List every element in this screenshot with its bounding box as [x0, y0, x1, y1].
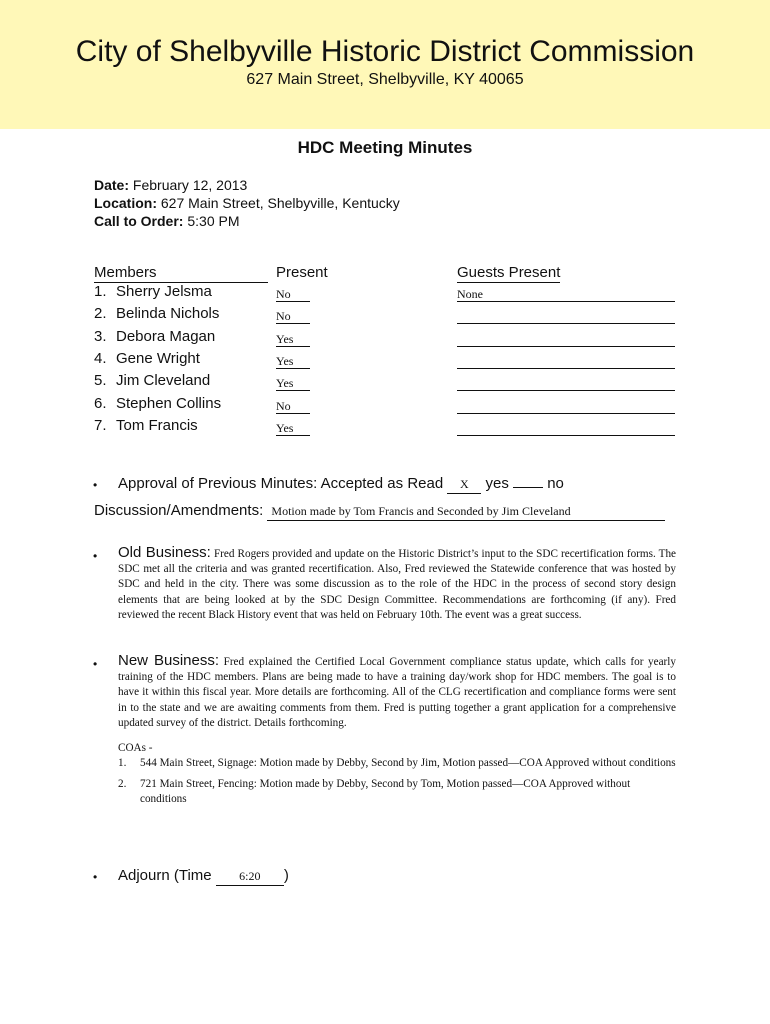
date-value: February 12, 2013: [132, 177, 248, 193]
new-business-text: Fred explained the Certified Local Government compliance status update, which calls for yearly training of the HDC members. Plans are being made to have a training day/work shop for HDC members. The goal is to have it within this fiscal year. More details are forthcoming. All of the CLG recertification and compliance forms were sent in to the state and we are awaiting comments from them. Fred is putting together a grant application for a comprehensive updated survey of the district. Details forthcoming.: [118, 656, 676, 729]
member-name: Gene Wright: [116, 350, 200, 367]
bullet-icon: •: [93, 478, 98, 492]
present-value: Yes: [276, 421, 310, 436]
organization-address: 627 Main Street, Shelbyville, KY 40065: [246, 71, 524, 88]
member-number: 3.: [94, 328, 107, 345]
no-label: no: [547, 475, 564, 492]
guest-entry: [457, 399, 675, 414]
bullet-icon: •: [93, 549, 98, 563]
present-value: No: [276, 309, 310, 324]
member-number: 6.: [94, 395, 107, 412]
member-name: Jim Cleveland: [116, 372, 211, 389]
guest-entry: [457, 376, 675, 391]
yes-label: yes: [485, 475, 509, 492]
coa-number: 1.: [118, 757, 127, 769]
member-row: [94, 417, 198, 435]
coa-item: [118, 777, 678, 807]
old-business-label: Old Business:: [118, 544, 211, 561]
organization-name: City of Shelbyville Historic District Commission: [75, 35, 695, 68]
member-number: 7.: [94, 417, 107, 434]
coas-section: [118, 741, 678, 807]
call-to-order-value: 5:30 PM: [187, 213, 240, 229]
adjourn-time: 6:20: [216, 867, 284, 886]
old-business-text: Fred Rogers provided and update on the Historic District’s input to the SDC recertification forms. The SDC met all the criteria and was granted recertification. Also, Fred reviewed the Statewide conference that was hosted by SDC and held in the city. There was some discussion as to the role of the HDC in the process of second story design elements that are being looked at by the SDC Design Committee. Recommendations are forthcoming (if any). Fred reviewed the recent Black History event that was held on February 10th. The event was a great success.: [118, 548, 677, 621]
location-row: [94, 194, 400, 212]
coa-text: 544 Main Street, Signage: Motion made by Debby, Second by Jim, Motion passed—COA Approved without conditions: [140, 757, 676, 769]
guest-entry: [457, 354, 675, 369]
member-row: [94, 395, 221, 413]
discussion-line: [94, 502, 665, 521]
member-name: Tom Francis: [116, 417, 198, 434]
member-number: 2.: [94, 305, 107, 322]
guest-entry: [457, 309, 675, 324]
member-name: Debora Magan: [116, 328, 216, 345]
member-row: [94, 350, 200, 368]
new-business-section: [118, 653, 676, 731]
old-business-section: [118, 545, 676, 623]
date-label: Date:: [94, 177, 130, 193]
discussion-value: Motion made by Tom Francis and Seconded by Jim Cleveland: [267, 502, 665, 521]
present-value: No: [276, 287, 310, 302]
member-name: Belinda Nichols: [116, 305, 220, 322]
present-value: No: [276, 399, 310, 414]
meeting-info: [94, 176, 400, 230]
bullet-icon: •: [93, 657, 98, 671]
discussion-label: Discussion/Amendments:: [94, 502, 264, 519]
member-name: Sherry Jelsma: [116, 283, 212, 300]
present-value: Yes: [276, 376, 310, 391]
present-value: Yes: [276, 354, 310, 369]
approval-text: Approval of Previous Minutes: Accepted as Read: [118, 475, 444, 492]
location-label: Location:: [94, 195, 157, 211]
adjourn-label: Adjourn (Time: [118, 867, 212, 884]
guest-entry: None: [457, 287, 675, 302]
member-number: 4.: [94, 350, 107, 367]
members-header: Members: [94, 264, 268, 283]
new-business-label: New Business:: [118, 652, 219, 669]
coa-text: 721 Main Street, Fencing: Motion made by Debby, Second by Tom, Motion passed—COA Approved without conditions: [140, 778, 631, 805]
member-row: [94, 305, 219, 323]
letterhead: [0, 0, 770, 129]
no-mark: [513, 487, 543, 488]
coa-item: [118, 756, 678, 771]
document-title: HDC Meeting Minutes: [297, 138, 473, 157]
yes-mark: X: [447, 475, 481, 494]
adjourn-line: [118, 867, 289, 886]
approval-line: [118, 475, 564, 494]
date-row: [94, 176, 400, 194]
coas-heading: COAs -: [118, 742, 153, 754]
adjourn-close: ): [283, 867, 289, 884]
call-to-order-row: [94, 212, 400, 230]
bullet-icon: •: [93, 870, 98, 884]
guest-entry: [457, 332, 675, 347]
member-name: Stephen Collins: [116, 395, 222, 412]
member-number: 5.: [94, 372, 107, 389]
coa-number: 2.: [118, 778, 127, 790]
member-row: [94, 372, 210, 390]
member-row: [94, 328, 215, 346]
member-row: [94, 283, 212, 301]
guest-entry: [457, 421, 675, 436]
location-value: 627 Main Street, Shelbyville, Kentucky: [160, 195, 400, 211]
present-value: Yes: [276, 332, 310, 347]
guests-header: Guests Present: [457, 264, 561, 281]
call-to-order-label: Call to Order:: [94, 213, 184, 229]
present-header: Present: [276, 264, 328, 281]
member-number: 1.: [94, 283, 107, 300]
